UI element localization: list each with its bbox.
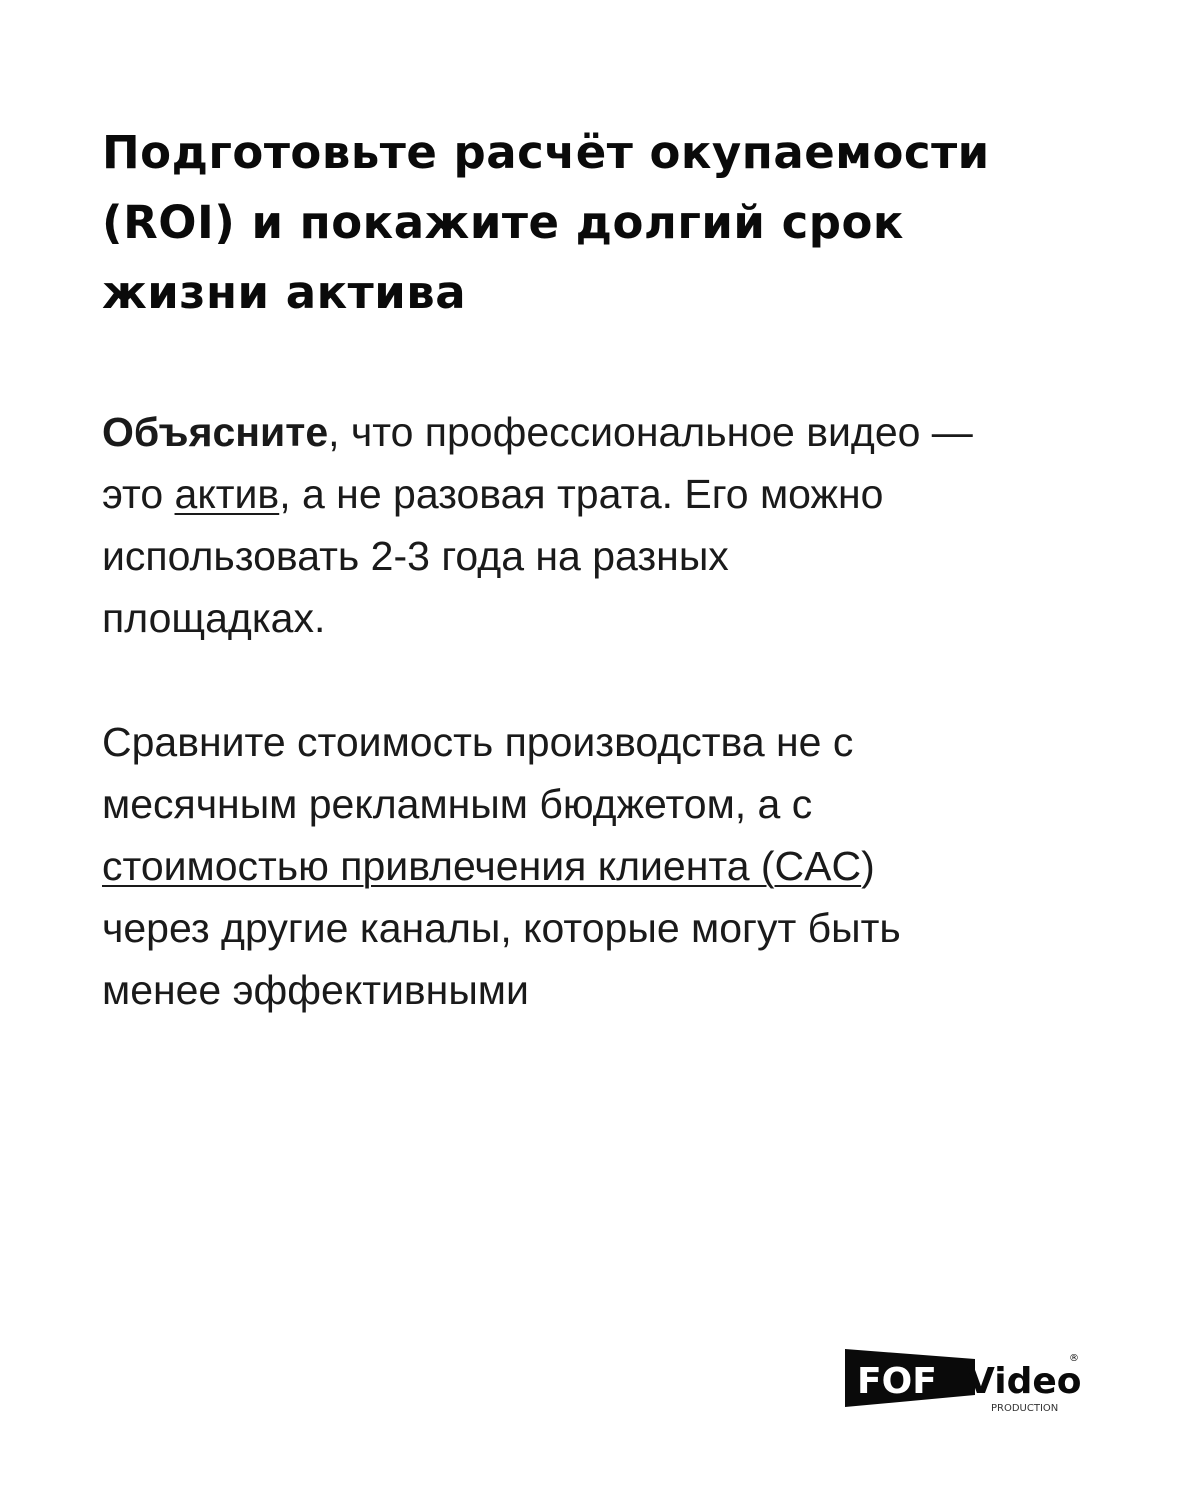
cac-link[interactable]: стоимостью привлечения клиента (CAC [102,843,862,889]
text: , а не разовая трата. Его можно [279,471,884,517]
title-line: жизни актива [102,266,467,319]
asset-link[interactable]: актив [174,471,280,517]
text: ) [861,843,875,889]
text: Сравните стоимость производства не с [102,719,854,765]
text: использовать 2-3 года на разных [102,533,729,579]
svg-text:®: ® [1069,1353,1079,1364]
svg-text:Video: Video [967,1361,1082,1402]
svg-text:FOF: FOF [857,1361,937,1402]
fofvideo-logo [843,1345,1088,1415]
title-line: (ROI) и покажите долгий срок [102,196,904,249]
bold-lead: Объясните [102,409,329,455]
text: через другие каналы, которые могут быть [102,905,901,951]
paragraph-cac [102,711,1112,1021]
text: менее эффективными [102,967,529,1013]
text: это [102,471,175,517]
text: месячным рекламным бюджетом, а с [102,781,813,827]
text: площадках. [102,595,326,641]
title-line: Подготовьте расчёт окупаемости [102,126,990,179]
svg-text:PRODUCTION: PRODUCTION [991,1403,1059,1414]
page-title [102,118,1102,328]
paragraph-asset [102,401,1112,649]
text: , что профессиональное видео — [328,409,973,455]
